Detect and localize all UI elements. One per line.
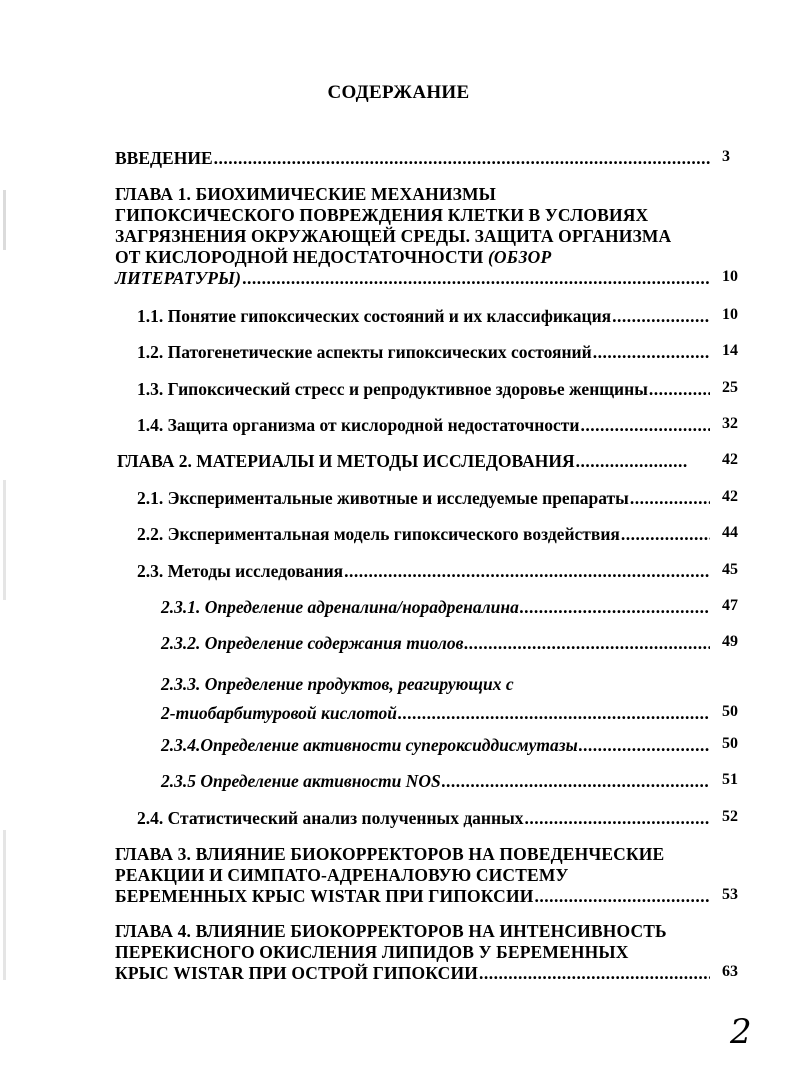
toc-entry-text: ВВЕДЕНИЕ	[115, 148, 213, 168]
leader-dots	[534, 886, 710, 907]
leader-dots	[593, 342, 710, 363]
toc-entry-1-3[interactable]	[137, 379, 710, 400]
toc-page-number: 47	[722, 597, 738, 614]
toc-entry-text: 2-тиобарбитуровой кислотой	[161, 703, 397, 723]
leader-dots	[479, 963, 710, 984]
toc-entry-text: ГЛАВА 4. ВЛИЯНИЕ БИОКОРРЕКТОРОВ НА ИНТЕНСИВНОСТЬ	[115, 921, 667, 941]
toc-entry-text: 2.1. Экспериментальные животные и исследуемые препараты	[137, 488, 629, 508]
toc-entry-2-3-1[interactable]	[161, 597, 710, 618]
leader-dots	[612, 306, 710, 327]
toc-entry-text: 2.2. Экспериментальная модель гипоксического воздействия	[137, 524, 620, 544]
toc-entry-1-2[interactable]	[137, 342, 710, 363]
toc-entry-2-3[interactable]	[137, 561, 710, 582]
toc-entry-text: ОТ КИСЛОРОДНОЙ НЕДОСТАТОЧНОСТИ	[115, 247, 484, 267]
leader-dots	[214, 148, 710, 169]
toc-page-number: 42	[722, 451, 738, 468]
toc-entry-text: 1.2. Патогенетические аспекты гипоксических состояний	[137, 342, 592, 362]
toc-entry-2-3-2[interactable]	[161, 633, 710, 654]
toc-page-number: 45	[722, 561, 738, 578]
leader-dots	[520, 597, 710, 618]
toc-page-number: 51	[722, 771, 738, 788]
toc-page-number: 25	[722, 379, 738, 396]
toc-entry-text: 2.3.1. Определение адреналина/норадреналина	[161, 597, 519, 617]
toc-page-number: 10	[722, 268, 738, 285]
toc-page-number: 14	[722, 342, 738, 359]
toc-page-number: 53	[722, 886, 738, 903]
toc-entry-2-2[interactable]	[137, 524, 710, 545]
toc-entry-text: 1.1. Понятие гипоксических состояний и их классификация	[137, 306, 612, 326]
leader-dots	[398, 699, 710, 728]
toc-page-number: 50	[722, 735, 738, 752]
toc-page-number: 42	[722, 488, 738, 505]
toc-page-number: 63	[722, 963, 738, 980]
leader-dots	[579, 735, 710, 756]
toc-page-number: 44	[722, 524, 738, 541]
scan-artifact	[3, 480, 6, 600]
toc-entry-text: 2.3.4.Определение активности супероксиддисмутазы	[161, 735, 578, 755]
leader-dots	[649, 379, 710, 400]
toc-entry-text: ЗАГРЯЗНЕНИЯ ОКРУЖАЮЩЕЙ СРЕДЫ. ЗАЩИТА ОРГАНИЗМА	[115, 226, 672, 246]
toc-entry-chapter-1[interactable]	[115, 184, 710, 289]
toc-entry-text: 2.3. Методы исследования	[137, 561, 344, 581]
toc-entry-chapter-3[interactable]	[115, 844, 710, 907]
toc-entry-text-italic: (ОБЗОР	[487, 247, 552, 267]
leader-dots	[242, 268, 710, 289]
toc-entry-2-3-3[interactable]	[161, 670, 710, 728]
toc-entry-text: 2.4. Статистический анализ полученных данных	[137, 808, 524, 828]
toc-page-number: 32	[722, 415, 738, 432]
toc-entry-text: ПЕРЕКИСНОГО ОКИСЛЕНИЯ ЛИПИДОВ У БЕРЕМЕННЫХ	[115, 942, 629, 962]
toc-page-number: 10	[722, 306, 738, 323]
page-title: СОДЕРЖАНИЕ	[327, 82, 470, 103]
leader-dots	[464, 633, 710, 654]
toc-entry-text: ГЛАВА 1. БИОХИМИЧЕСКИЕ МЕХАНИЗМЫ	[115, 184, 496, 204]
toc-entry-text: ГЛАВА 3. ВЛИЯНИЕ БИОКОРРЕКТОРОВ НА ПОВЕДЕНЧЕСКИЕ	[115, 844, 665, 864]
toc-entry-text: 1.3. Гипоксический стресс и репродуктивное здоровье женщины	[137, 379, 648, 399]
scan-artifact	[3, 830, 6, 980]
scan-artifact	[3, 190, 6, 250]
toc-entry-text: ГЛАВА 2. МАТЕРИАЛЫ И МЕТОДЫ ИССЛЕДОВАНИЯ	[117, 451, 575, 471]
toc-entry-text: РЕАКЦИИ И СИМПАТО-АДРЕНАЛОВУЮ СИСТЕМУ	[115, 865, 569, 885]
toc-page-number: 49	[722, 633, 738, 650]
toc-entry-text: 2.3.2. Определение содержания тиолов	[161, 633, 464, 653]
toc-page-number: 3	[722, 148, 730, 165]
toc-entry-chapter-4[interactable]	[115, 921, 710, 984]
toc-entry-2-4[interactable]	[137, 808, 710, 829]
toc-page-number: 50	[722, 703, 738, 720]
toc-entry-chapter-2[interactable]	[117, 451, 687, 472]
leader-dots	[621, 524, 710, 545]
leader-dots	[580, 415, 710, 436]
toc-entry-2-3-5[interactable]	[161, 771, 710, 792]
toc-entry-text: ГИПОКСИЧЕСКОГО ПОВРЕЖДЕНИЯ КЛЕТКИ В УСЛОВИЯХ	[115, 205, 649, 225]
toc-entry-text: 2.3.5 Определение активности NOS	[161, 771, 441, 791]
toc-entry-2-1[interactable]	[137, 488, 710, 509]
toc-entry-2-3-4[interactable]	[161, 735, 710, 756]
toc-page-number: 52	[722, 808, 738, 825]
toc-entry-introduction[interactable]	[115, 148, 710, 169]
handwritten-page-number: 2	[730, 1012, 752, 1052]
leader-dots	[630, 488, 710, 509]
leader-dots	[576, 451, 687, 472]
toc-entry-text: КРЫС WISTAR ПРИ ОСТРОЙ ГИПОКСИИ	[115, 963, 478, 983]
leader-dots	[525, 808, 711, 829]
leader-dots	[442, 771, 710, 792]
toc-entry-text: 2.3.3. Определение продуктов, реагирующих с	[161, 674, 514, 694]
toc-entry-1-1[interactable]	[137, 306, 710, 327]
toc-entry-text: БЕРЕМЕННЫХ КРЫС WISTAR ПРИ ГИПОКСИИ	[115, 886, 534, 906]
toc-entry-text-italic: ЛИТЕРАТУРЫ)	[115, 268, 242, 288]
toc-entry-text: 1.4. Защита организма от кислородной недостаточности	[137, 415, 580, 435]
toc-entry-1-4[interactable]	[137, 415, 710, 436]
leader-dots	[344, 561, 710, 582]
